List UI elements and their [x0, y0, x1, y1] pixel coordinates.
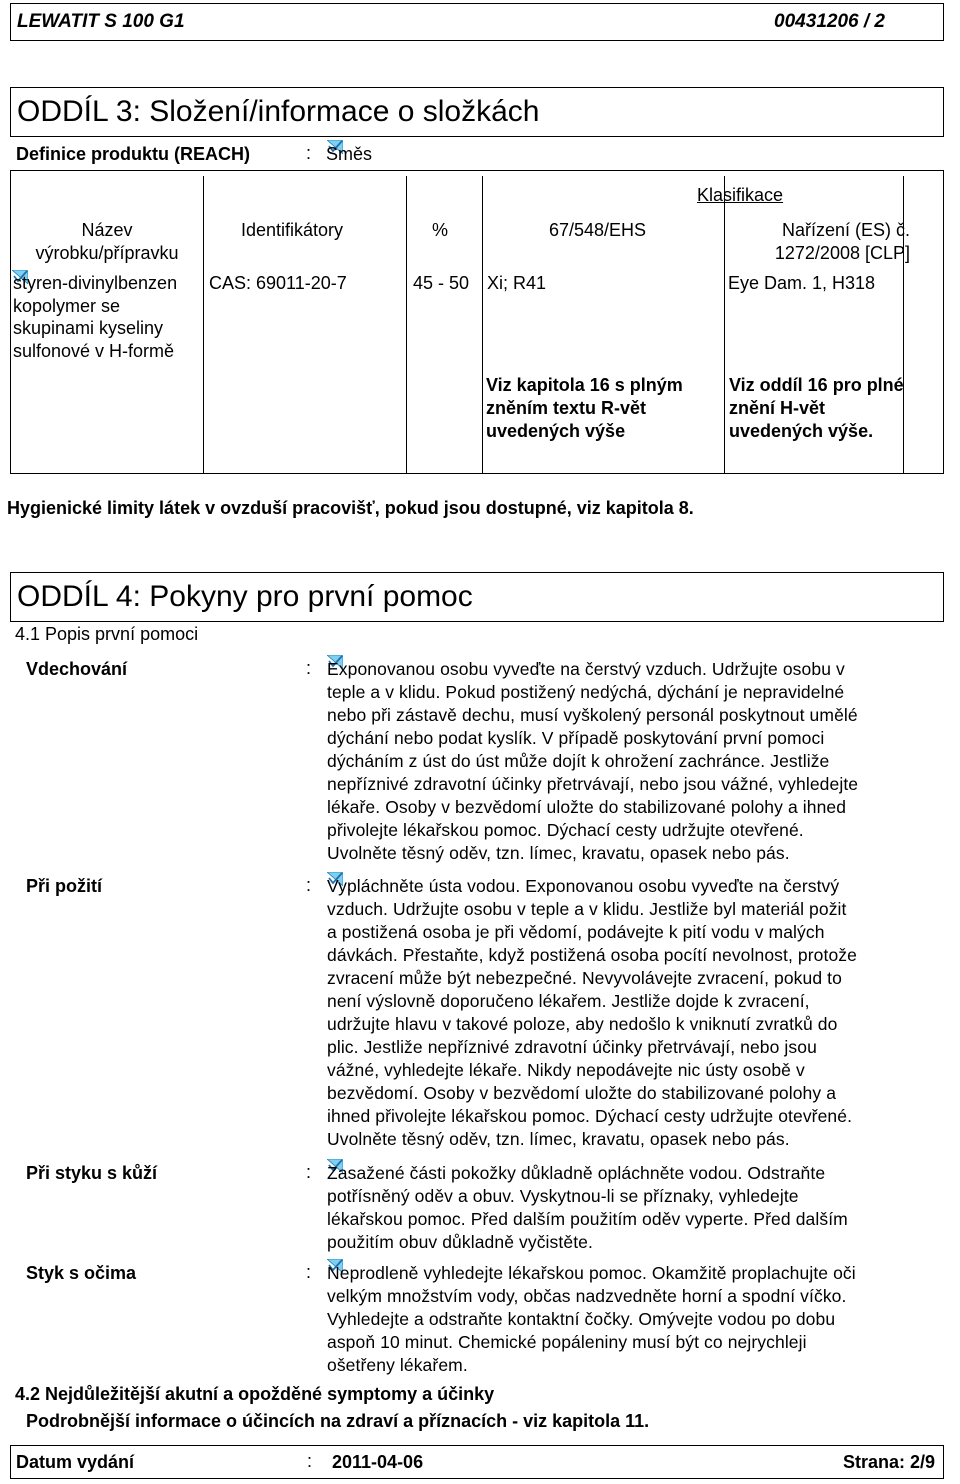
- subsection-4-1: 4.1 Popis první pomoci: [15, 624, 199, 644]
- subsection-4-2: 4.2 Nejdůležitější akutní a opožděné symptomy a účinky: [15, 1384, 495, 1404]
- row-identifier: CAS: 69011-20-7: [209, 273, 347, 293]
- col-ehs-heading: 67/548/EHS: [549, 220, 647, 240]
- text-line: Exponovanou osobu vyveďte na čerstvý vzduch. Udržujte osobu v: [327, 659, 845, 679]
- item-text: [327, 658, 858, 865]
- row-percent: 45 - 50: [413, 273, 470, 293]
- text-line: bezvědomí. Osoby v bezvědomí uložte do stabilizované polohy a: [327, 1083, 837, 1103]
- page-footer: [10, 1445, 944, 1479]
- section4-title-box: [10, 572, 944, 622]
- row-ehs: Xi; R41: [487, 273, 547, 293]
- note-ehs-line: Viz kapitola 16 s plným: [486, 375, 683, 395]
- text-line: dávkách. Přestaňte, když postižená osoba pocítí nevolnost, protože: [327, 945, 857, 965]
- header-product: LEWATIT S 100 G1: [17, 11, 185, 32]
- table-divider-1: [203, 176, 204, 474]
- col-clp-heading: [728, 219, 910, 265]
- col-name-heading: [14, 219, 200, 265]
- item-colon: :: [306, 875, 312, 895]
- text-line: zvracení může být nebezpečné. Nevyvolávejte zvracení, pokud to: [327, 968, 842, 988]
- text-line: teple a v klidu. Pokud postižený nedýchá, dýchání je nepravidelné: [327, 682, 845, 702]
- text-line: lékařskou pomoc. Před dalším použitím oděv vyperte. Před dalším: [327, 1209, 848, 1229]
- text-line: a postižená osoba je při vědomí, podávejte k pití vodu v malých: [327, 922, 825, 942]
- col-ident-heading: Identifikátory: [241, 220, 344, 240]
- col-clp-line-1: Nařízení (ES) č.: [781, 220, 910, 240]
- text-line: Vyhledejte a odstraňte kontaktní čočky. Omývejte vodou po dobu: [327, 1309, 836, 1329]
- definition-value: Směs: [326, 144, 373, 164]
- col-name-line-2: výrobku/přípravku: [35, 243, 179, 263]
- item-label: Při styku s kůží: [26, 1163, 158, 1183]
- row-name-line: sulfonové v H-formě: [13, 340, 175, 361]
- text-line: nebo při zástavě dechu, musí vyškolený personál poskytnout umělé: [327, 705, 858, 725]
- klasifikace-heading: Klasifikace: [697, 185, 784, 205]
- row-clp: Eye Dam. 1, H318: [728, 273, 876, 293]
- text-line: aspoň 10 minut. Chemické popáleniny musí být co nejrychleji: [327, 1332, 807, 1352]
- col-pct-heading: %: [432, 220, 449, 240]
- row-product-name: [13, 272, 177, 362]
- note-ehs: [486, 374, 683, 443]
- text-line: ošetřeny lékařem.: [327, 1355, 468, 1375]
- row-name-line: kopolymer se: [13, 295, 121, 316]
- footer-date-value: 2011-04-06: [332, 1452, 424, 1472]
- text-line: lékaře. Osoby v bezvědomí uložte do stabilizované polohy a ihned: [327, 797, 847, 817]
- text-line: použitím obuv důkladně vyčistěte.: [327, 1232, 593, 1252]
- section4-title: ODDÍL 4: Pokyny pro první pomoc: [17, 580, 473, 613]
- col-clp-line-2: 1272/2008 [CLP]: [774, 243, 910, 263]
- more-info-note: Podrobnější informace o účincích na zdraví a příznacích - viz kapitola 11.: [26, 1411, 650, 1431]
- table-divider-2: [406, 176, 407, 474]
- definition-colon: :: [306, 143, 312, 163]
- note-ehs-line: uvedených výše: [486, 421, 626, 441]
- text-line: Neprodleně vyhledejte lékařskou pomoc. Okamžitě proplachujte oči: [327, 1263, 856, 1283]
- table-divider-4: [724, 176, 725, 474]
- note-clp-line: znění H-vět: [729, 398, 826, 418]
- text-line: udržujte hlavu v takové poloze, aby nedošlo k vniknutí zvratků do: [327, 1014, 838, 1034]
- text-line: Uvolněte těsný oděv, tzn. límec, kravatu, opasek nebo pás.: [327, 843, 790, 863]
- note-clp-line: uvedených výše.: [729, 421, 874, 441]
- section3-title: ODDÍL 3: Složení/informace o složkách: [17, 95, 540, 128]
- row-name-line: skupinami kyseliny: [13, 318, 164, 338]
- header-doc-ref: 00431206 / 2: [774, 11, 885, 32]
- definition-label: Definice produktu (REACH): [16, 144, 250, 164]
- page-header: [10, 3, 944, 41]
- text-line: dýchání nebo podat kyslík. V případě poskytování první pomoci: [327, 728, 825, 748]
- item-label: Vdechování: [26, 659, 128, 679]
- item-label: Při požití: [26, 876, 102, 896]
- footer-colon: :: [307, 1451, 313, 1471]
- note-clp-line: Viz oddíl 16 pro plné: [729, 375, 904, 395]
- section3-title-box: [10, 87, 944, 137]
- text-line: potřísněný oděv a obuv. Vyskytnou-li se příznaky, vyhledejte: [327, 1186, 799, 1206]
- text-line: Vypláchněte ústa vodou. Exponovanou osobu vyveďte na čerstvý: [327, 876, 840, 896]
- footer-date-label: Datum vydání: [16, 1452, 135, 1472]
- text-line: nepříznivé zdravotní účinky přetrvávají, nebo jsou vážné, vyhledejte: [327, 774, 859, 794]
- footer-page: Strana: 2/9: [842, 1452, 935, 1472]
- item-colon: :: [306, 658, 312, 678]
- text-line: plic. Jestliže nepříznivé zdravotní účinky přetrvávají, nebo jsou: [327, 1037, 817, 1057]
- item-label: Styk s očima: [26, 1263, 137, 1283]
- text-line: Zasažené části pokožky důkladně opláchněte vodou. Odstraňte: [327, 1163, 826, 1183]
- hygiene-note: Hygienické limity látek v ovzduší pracovišť, pokud jsou dostupné, viz kapitola 8.: [7, 498, 694, 518]
- text-line: není výslovně doporučeno lékařem. Jestliže dojde k zvracení,: [327, 991, 810, 1011]
- note-clp: [729, 374, 904, 443]
- text-line: ihned přivolejte lékařskou pomoc. Dýchací cesty udržujte otevřené.: [327, 1106, 853, 1126]
- text-line: velkým množstvím vody, občas nadzvedněte horní a spodní víčko.: [327, 1286, 847, 1306]
- item-text: [327, 875, 857, 1151]
- table-divider-3: [482, 176, 483, 474]
- text-line: dýcháním z úst do úst může dojít k ohrožení zachránce. Jestliže: [327, 751, 830, 771]
- item-colon: :: [306, 1162, 312, 1182]
- item-colon: :: [306, 1262, 312, 1282]
- item-text: [327, 1262, 856, 1377]
- note-ehs-line: zněním textu R-vět: [486, 398, 647, 418]
- text-line: vzduch. Udržujte osobu v teple a v klidu. Jestliže byl materiál požit: [327, 899, 847, 919]
- text-line: přivolejte lékařskou pomoc. Dýchací cesty udržujte otevřené.: [327, 820, 804, 840]
- col-name-line-1: Název: [81, 220, 133, 240]
- text-line: Uvolněte těsný oděv, tzn. límec, kravatu, opasek nebo pás.: [327, 1129, 790, 1149]
- text-line: vážné, vyhledejte lékaře. Nikdy nepodávejte nic ústy osobě v: [327, 1060, 805, 1080]
- item-text: [327, 1162, 848, 1254]
- row-name-line: styren-divinylbenzen: [13, 273, 178, 293]
